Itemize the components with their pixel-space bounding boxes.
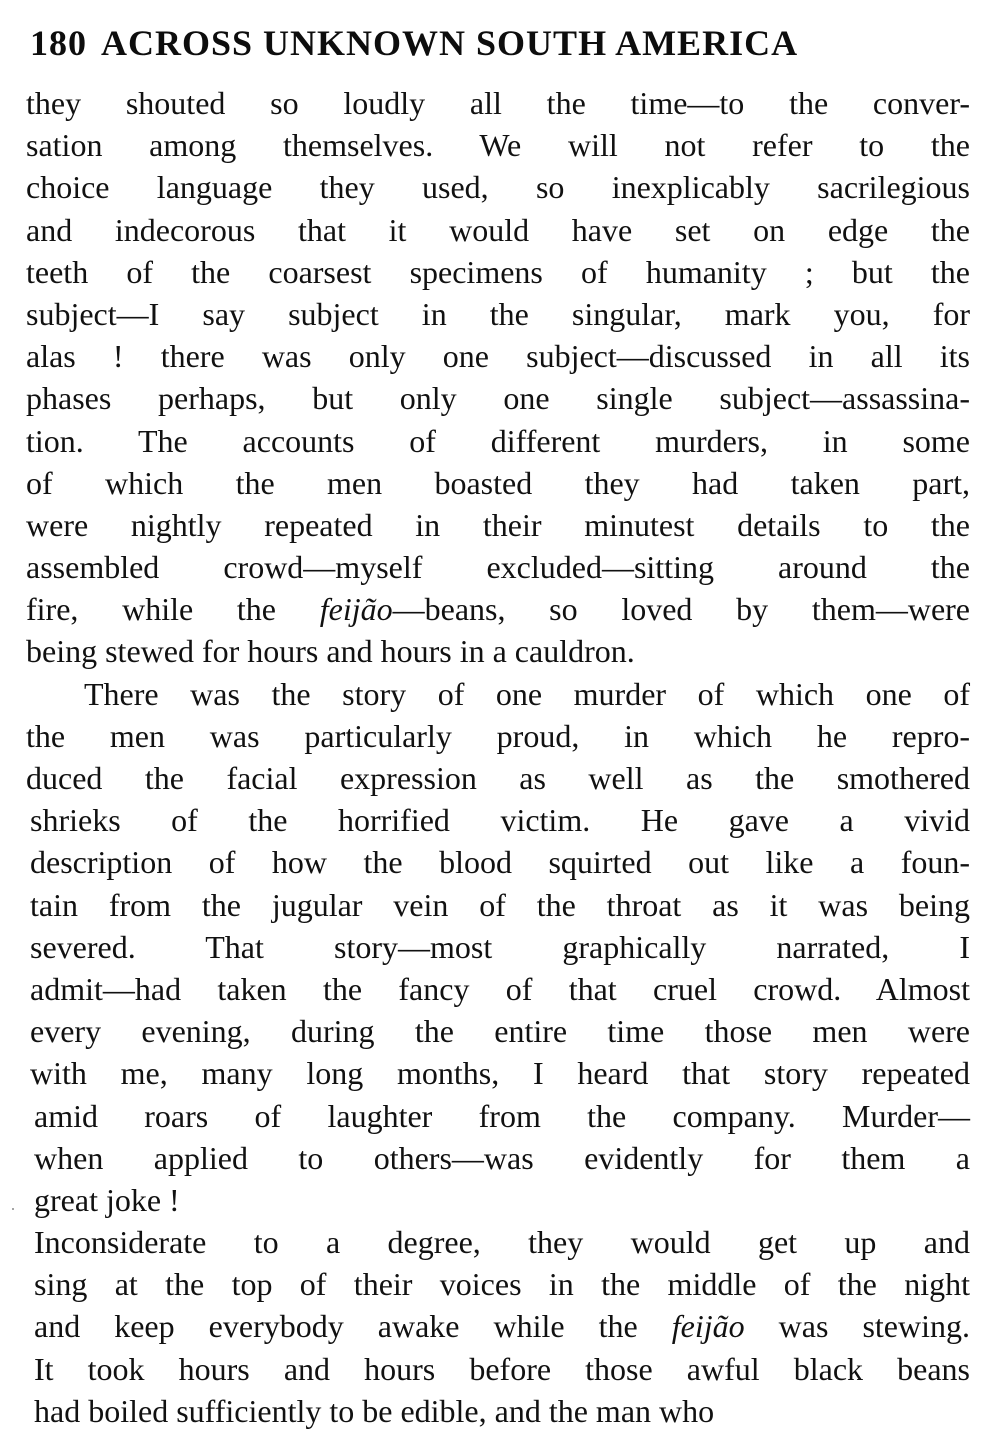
text-line <box>26 1348 970 1390</box>
text-segment: description of how the blood squirted out like a foun- <box>30 844 970 881</box>
text-segment: were nightly repeated in their minutest details to the <box>26 506 970 543</box>
text-line <box>26 1263 970 1305</box>
text-line <box>26 462 970 504</box>
text-segment: being stewed for hours and hours in a cauldron. <box>26 633 635 670</box>
text-line <box>26 166 970 208</box>
running-header <box>30 22 930 64</box>
text-line <box>26 630 970 672</box>
text-line <box>26 1010 970 1052</box>
running-title: ACROSS UNKNOWN SOUTH AMERICA <box>101 23 799 63</box>
text-segment: shrieks of the horrified victim. He gave a vivid <box>30 802 970 839</box>
text-line <box>26 335 970 377</box>
text-line <box>26 504 970 546</box>
text-segment: It took hours and hours before those awful black beans <box>34 1350 970 1387</box>
text-line <box>26 757 970 799</box>
text-line <box>26 420 970 462</box>
italic-term: feijão <box>671 1308 745 1345</box>
text-segment: tion. The accounts of different murders, in some <box>26 422 970 459</box>
text-line <box>26 1305 970 1347</box>
text-line <box>26 884 970 926</box>
text-segment: sing at the top of their voices in the middle of the night <box>34 1266 970 1303</box>
text-line <box>26 1390 970 1432</box>
text-segment: tain from the jugular vein of the throat as it was being <box>30 886 970 923</box>
text-segment: the men was particularly proud, in which he repro- <box>26 717 970 754</box>
text-segment: they shouted so loudly all the time—to the conver- <box>26 85 970 121</box>
text-segment: —beans, so loved by them—were <box>392 591 971 628</box>
text-line <box>26 799 970 841</box>
text-segment: duced the facial expression as well as the smothered <box>26 760 970 796</box>
text-line <box>26 1095 970 1137</box>
text-segment: and indecorous that it would have set on edge the <box>26 211 970 248</box>
paragraph <box>26 673 970 1221</box>
text-line <box>26 1052 970 1094</box>
text-line <box>26 377 970 419</box>
text-line <box>26 293 970 335</box>
text-line <box>26 841 970 883</box>
text-line <box>26 926 970 968</box>
text-segment: was stewing. <box>744 1308 971 1345</box>
text-line <box>26 251 970 293</box>
scan-speck <box>12 1208 14 1210</box>
text-segment: great joke ! <box>34 1181 180 1218</box>
text-segment: teeth of the coarsest specimens of humanity ; but the <box>26 253 970 290</box>
text-segment: fire, while the <box>26 591 320 628</box>
text-segment: of which the men boasted they had taken part, <box>26 464 970 501</box>
text-segment: assembled crowd—myself excluded—sitting around the <box>26 549 970 586</box>
text-line <box>26 1179 970 1221</box>
paragraph <box>26 1221 970 1432</box>
paragraph <box>26 82 970 673</box>
text-segment: with me, many long months, I heard that story repeated <box>30 1055 970 1092</box>
text-segment: choice language they used, so inexplicably sacrilegious <box>26 169 970 206</box>
text-line <box>26 1137 970 1179</box>
text-segment: severed. That story—most graphically narrated, I <box>30 928 970 965</box>
text-line <box>26 673 970 715</box>
text-segment: There was the story of one murder of which one of <box>84 675 970 712</box>
text-segment: phases perhaps, but only one single subject—assassina- <box>26 380 970 417</box>
text-line <box>26 209 970 251</box>
text-segment: had boiled sufficiently to be edible, and the man who <box>34 1392 715 1429</box>
text-segment: alas ! there was only one subject—discussed in all its <box>26 338 970 375</box>
text-segment: Inconsiderate to a degree, they would get up and <box>34 1224 970 1261</box>
page-number: 180 <box>30 23 87 63</box>
text-segment: every evening, during the entire time those men were <box>30 1013 970 1050</box>
text-segment: sation among themselves. We will not refer to the <box>26 127 970 164</box>
text-segment: when applied to others—was evidently for them a <box>34 1139 970 1176</box>
text-segment: and keep everybody awake while the <box>34 1308 672 1345</box>
text-segment: amid roars of laughter from the company. Murder— <box>34 1097 970 1134</box>
text-line <box>26 715 970 757</box>
text-segment: admit—had taken the fancy of that cruel crowd. Almost <box>30 970 970 1007</box>
text-line <box>26 124 970 166</box>
text-line <box>26 82 970 124</box>
text-line <box>26 1221 970 1263</box>
body-text <box>26 82 970 1432</box>
text-line <box>26 588 970 630</box>
text-segment: subject—I say subject in the singular, mark you, for <box>26 295 970 332</box>
text-line <box>26 968 970 1010</box>
italic-term: feijão <box>319 591 393 628</box>
text-line <box>26 546 970 588</box>
